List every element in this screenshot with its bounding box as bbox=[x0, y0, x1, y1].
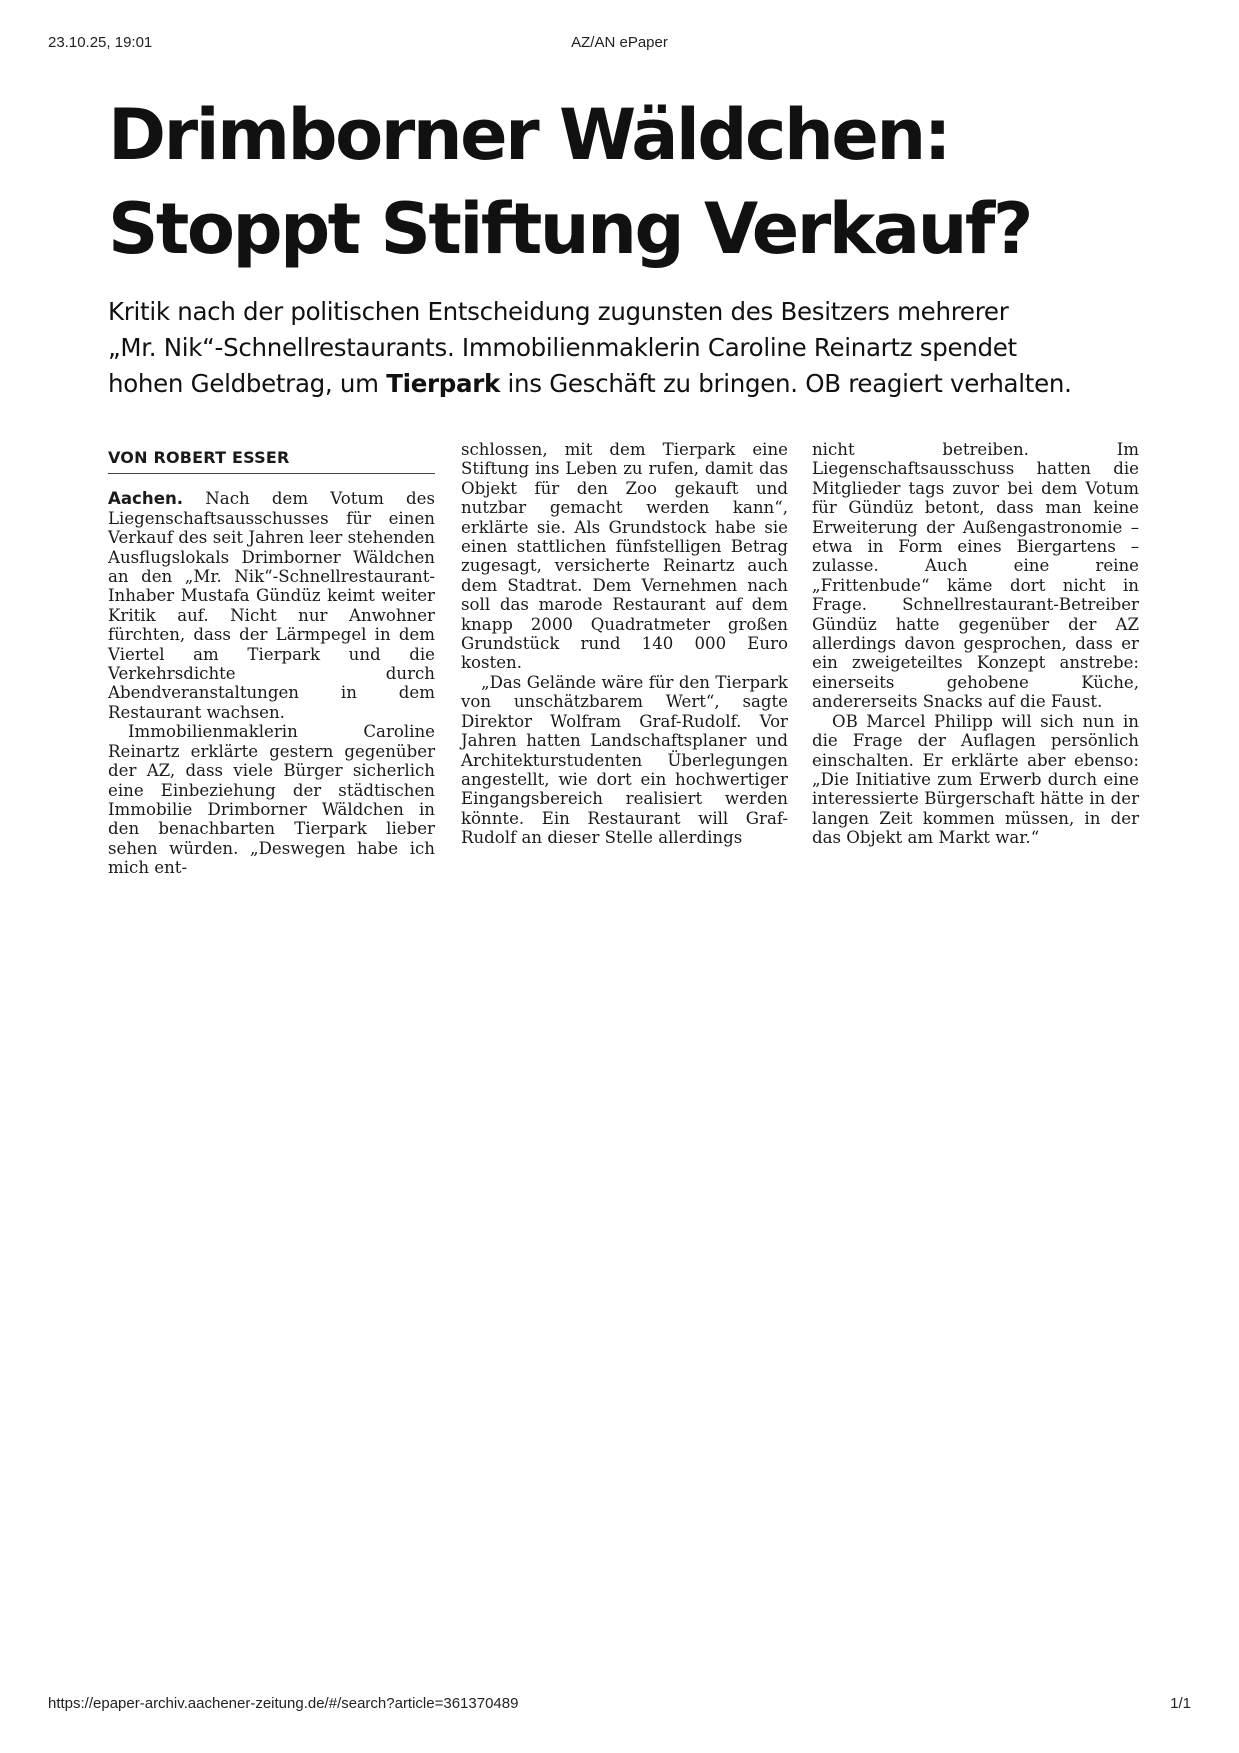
print-footer bbox=[48, 1695, 1191, 1715]
print-datetime: 23.10.25, 19:01 bbox=[48, 34, 153, 51]
subhead-line-3 bbox=[108, 366, 1148, 402]
subhead-line-3-pre: hohen Geldbetrag, um bbox=[108, 369, 387, 398]
headline-line-1: Drimborner Wäldchen: bbox=[108, 94, 950, 176]
print-header bbox=[48, 34, 1191, 54]
column-2 bbox=[461, 440, 788, 848]
paragraph: nicht betreiben. Im Liegenschaftsausschuss hatten die Mitglieder tags zuvor bei dem Votum für Gündüz betont, dass man keine Erweiterung der Außengastronomie – etwa in Form eines Biergartens – zulasse. Auch eine reine „Frittenbude“ käme dort nicht in Frage. Schnellrestaurant-Betreiber Gündüz hatte gegenüber der AZ allerdings davon gesprochen, dass er ein zweigeteiltes Konzept anstrebe: einerseits gehobene Küche, andererseits Snacks auf die Faust. bbox=[812, 440, 1139, 712]
dateline: Aachen. bbox=[108, 489, 184, 509]
page-number: 1/1 bbox=[1170, 1695, 1191, 1712]
subhead-line-3-post: ins Geschäft zu bringen. OB reagiert verhalten. bbox=[500, 369, 1072, 398]
subhead-highlight: Tierpark bbox=[386, 369, 501, 398]
paragraph: schlossen, mit dem Tierpark eine Stiftung ins Leben zu rufen, damit das Objekt für den Zoo gekauft und nutzbar gemacht werden kann“, erklärte sie. Als Grundstock habe sie einen stattlichen fünfstelligen Betrag zugesagt, versicherte Reinartz auch dem Stadtrat. Dem Vernehmen nach soll das marode Restaurant auf dem knapp 2000 Quadratmeter großen Grundstück rund 140 000 Euro kosten. bbox=[461, 440, 788, 673]
paragraph-text: Nach dem Votum des Liegenschaftsausschusses für einen Verkauf des seit Jahren leer stehenden Ausflugslokals Drimborner Wäldchen an den „Mr. Nik“-Schnellrestaurant-Inhaber Mustafa Gündüz keimt weiter Kritik auf. Nicht nur Anwohner fürchten, dass der Lärmpegel in dem Viertel am Tierpark und die Verkehrsdichte durch Abendveranstaltungen in dem Restaurant wachsen. bbox=[108, 489, 435, 722]
source-url: https://epaper-archiv.aachener-zeitung.de/#/search?article=361370489 bbox=[48, 1695, 519, 1712]
subheadline bbox=[108, 294, 1148, 402]
subhead-line-1: Kritik nach der politischen Entscheidung zugunsten des Besitzers mehrerer bbox=[108, 297, 1009, 326]
column-1 bbox=[108, 448, 435, 878]
headline-line-2: Stoppt Stiftung Verkauf? bbox=[108, 188, 1031, 270]
headline bbox=[108, 88, 1148, 276]
paragraph: „Das Gelände wäre für den Tierpark von unschätzbarem Wert“, sagte Direktor Wolfram Graf-Rudolf. Vor Jahren hatten Landschaftsplaner und Architekturstudenten Überlegungen angestellt, wie dort ein hochwertiger Eingangsbereich realisiert werden könnte. Ein Restaurant will Graf-Rudolf an dieser Stelle allerdings bbox=[461, 672, 788, 848]
paragraph bbox=[108, 489, 435, 722]
paragraph: Immobilienmaklerin Caroline Reinartz erklärte gestern gegenüber der AZ, dass viele Bürger sicherlich eine Einbeziehung der städtischen Immobilie Drimborner Wäldchen in den benachbarten Tierpark lieber sehen würden. „Deswegen habe ich mich ent- bbox=[108, 722, 435, 878]
subhead-line-2: „Mr. Nik“-Schnellrestaurants. Immobilienmaklerin Caroline Reinartz spendet bbox=[108, 333, 1017, 362]
print-page-title: AZ/AN ePaper bbox=[571, 34, 668, 51]
paragraph: OB Marcel Philipp will sich nun in die Frage der Auflagen persönlich einschalten. Er erklärte aber ebenso: „Die Initiative zum Erwerb durch eine interessierte Bürgerschaft hätte in der langen Zeit kommen müssen, in der das Objekt am Markt war.“ bbox=[812, 711, 1139, 848]
article-header bbox=[108, 88, 1148, 402]
byline: VON ROBERT ESSER bbox=[108, 448, 435, 474]
column-3 bbox=[812, 440, 1139, 848]
